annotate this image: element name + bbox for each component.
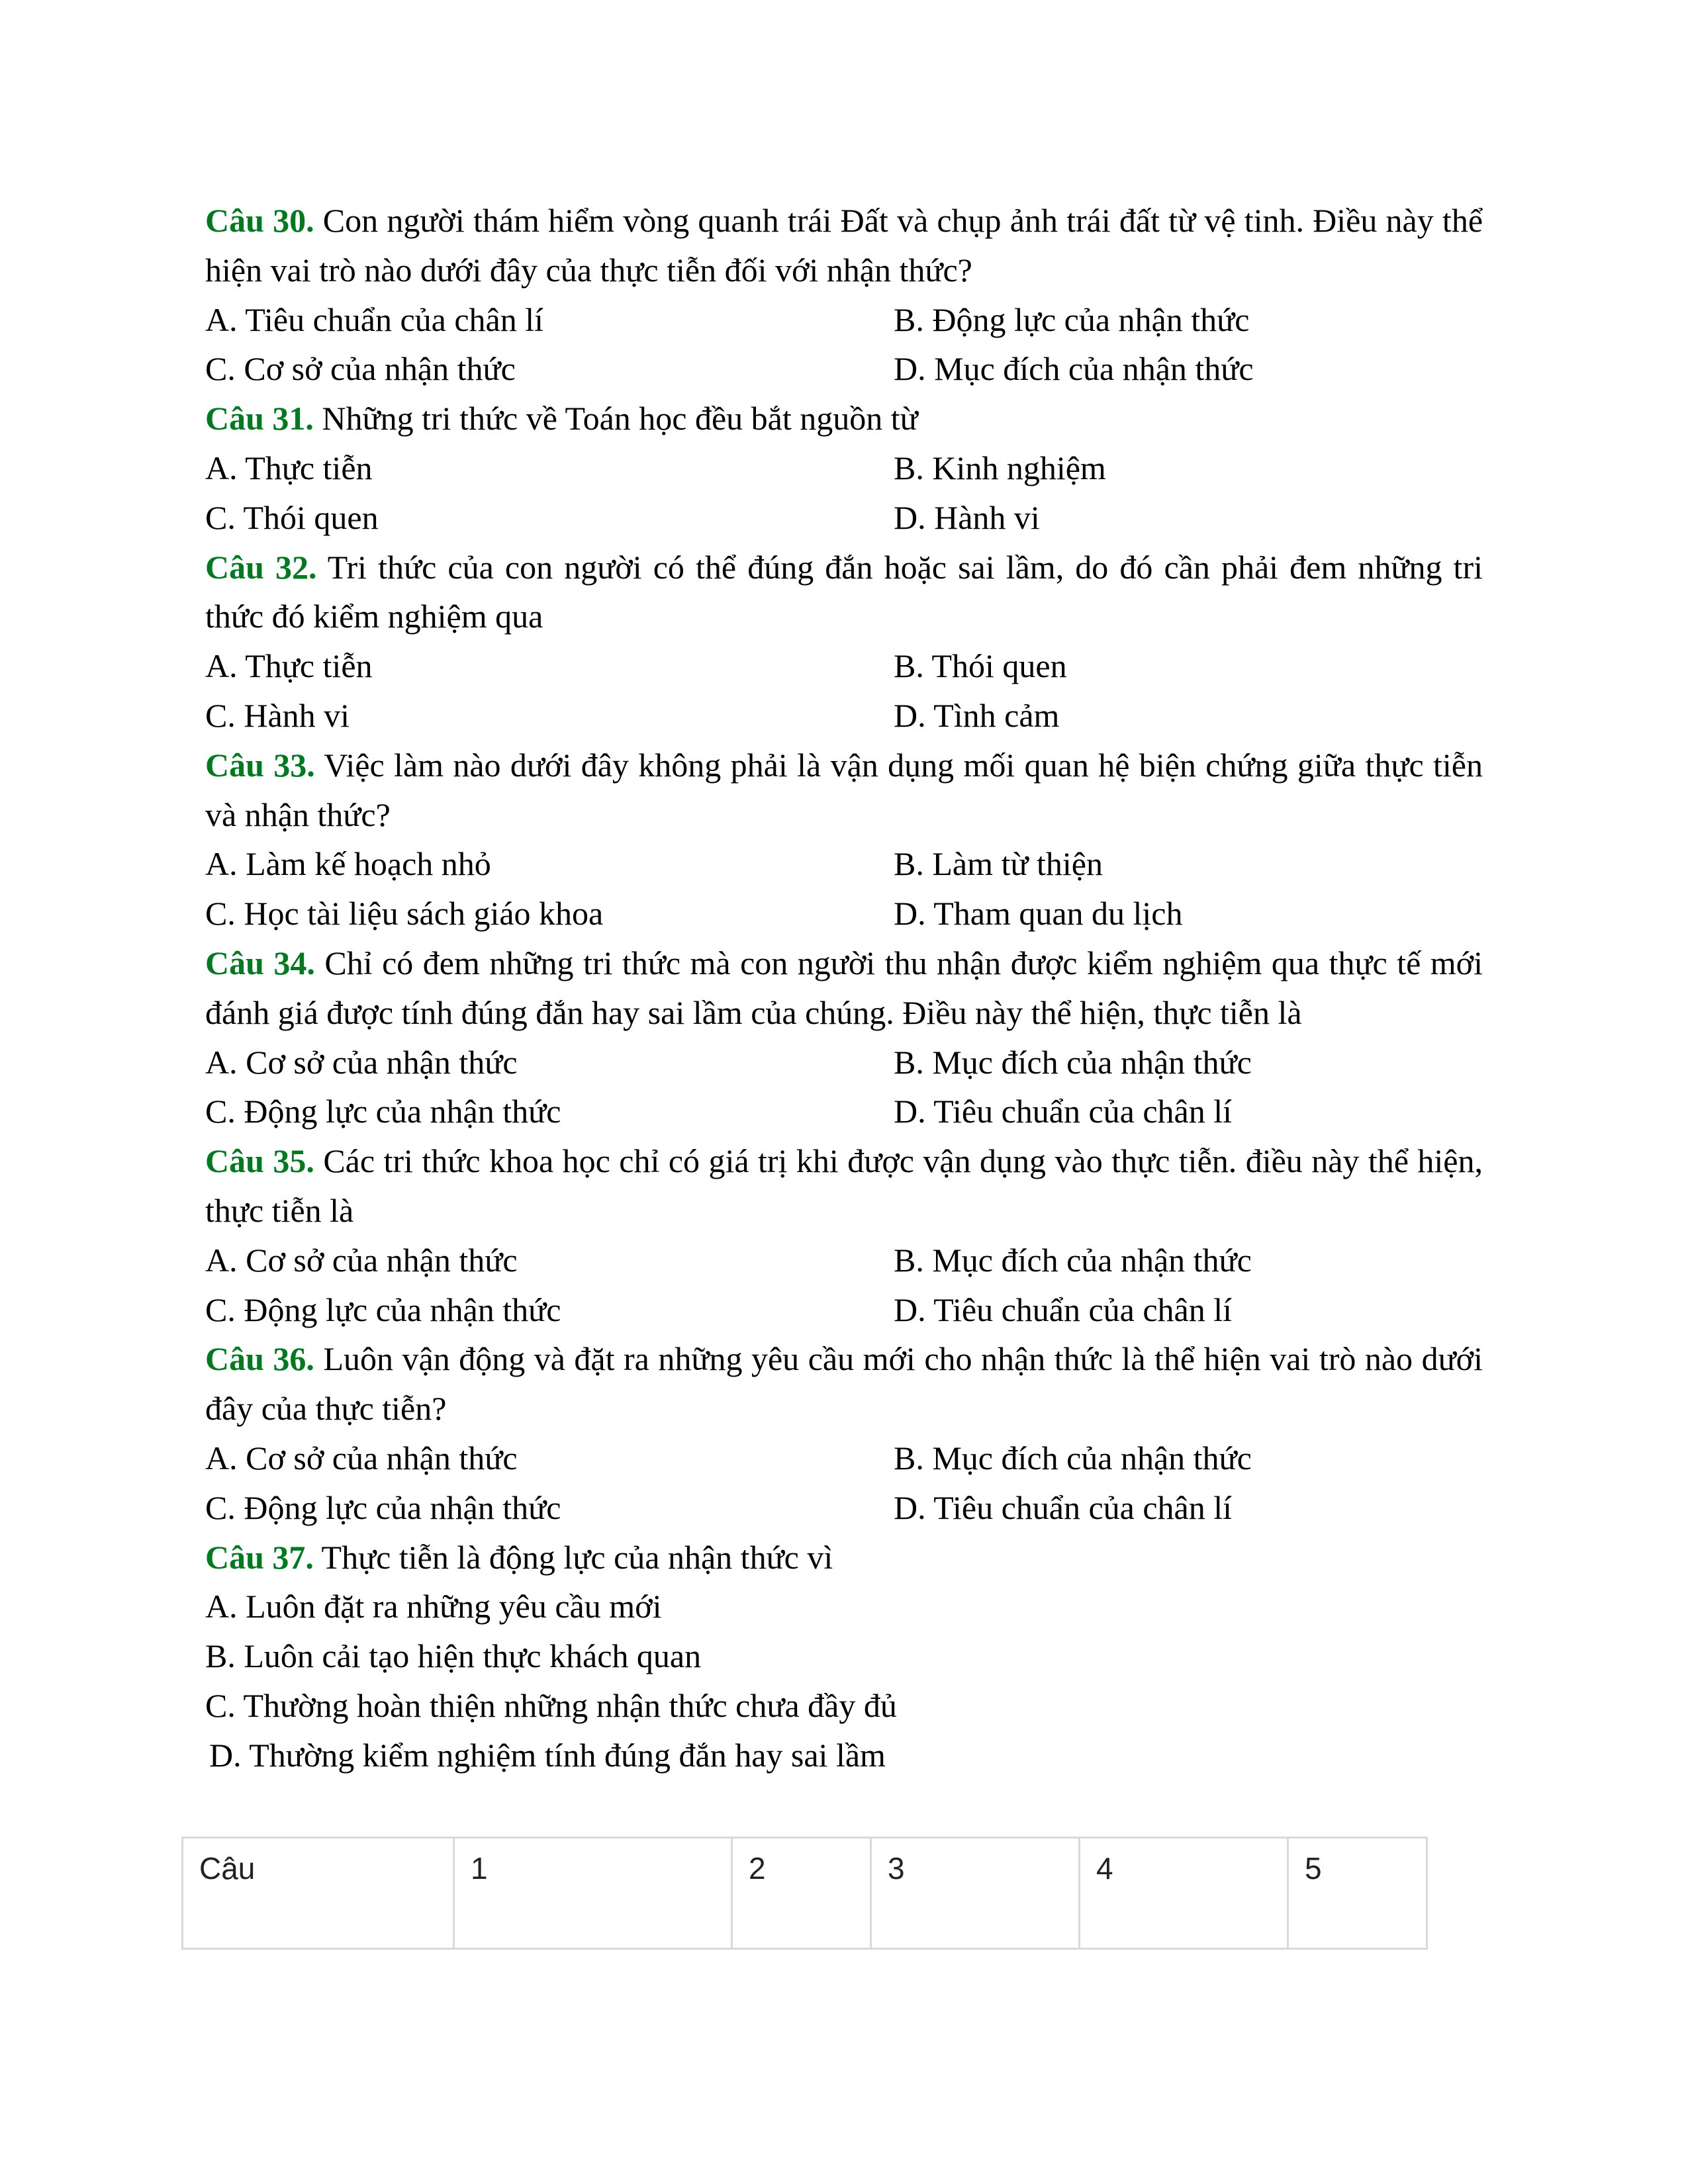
answer-cell-4: 4 bbox=[1080, 1838, 1288, 1949]
option-c: C. Thói quen bbox=[205, 498, 379, 536]
option-a: A. Luôn đặt ra những yêu cầu mới bbox=[205, 1588, 662, 1625]
option-a: A. Tiêu chuẩn của chân lí bbox=[205, 300, 544, 338]
option-a: A. Thực tiễn bbox=[205, 647, 373, 685]
answer-cell-3: 3 bbox=[871, 1838, 1080, 1949]
option-a: A. Thực tiễn bbox=[205, 449, 373, 486]
question-label: Câu 32. bbox=[205, 548, 317, 586]
option-c: C. Động lực của nhận thức bbox=[205, 1093, 561, 1130]
option-d: D. Mục đích của nhận thức bbox=[894, 350, 1254, 388]
question-stem bbox=[205, 196, 1483, 295]
question-36 bbox=[205, 1334, 1483, 1532]
options bbox=[205, 1433, 1483, 1533]
question-label: Câu 31. bbox=[205, 400, 314, 437]
question-label: Câu 30. bbox=[205, 202, 314, 239]
question-31 bbox=[205, 394, 1483, 542]
option-c: C. Hành vi bbox=[205, 696, 350, 734]
option-a: A. Cơ sở của nhận thức bbox=[205, 1439, 518, 1477]
question-stem bbox=[205, 543, 1483, 642]
options bbox=[205, 443, 1483, 543]
question-text: Con người thám hiểm vòng quanh trái Đất và chụp ảnh trái đất từ vệ tinh. Điều này thể hiện vai trò nào dưới đây của thực tiễn đối với nhận thức? bbox=[205, 202, 1483, 289]
question-label: Câu 33. bbox=[205, 746, 315, 784]
question-stem bbox=[205, 1334, 1483, 1433]
question-label: Câu 37. bbox=[205, 1538, 314, 1576]
options bbox=[205, 1236, 1483, 1335]
answer-cell-2: 2 bbox=[732, 1838, 871, 1949]
option-c: C. Động lực của nhận thức bbox=[205, 1488, 561, 1526]
question-text: Luôn vận động và đặt ra những yêu cầu mới cho nhận thức là thể hiện vai trò nào dưới đây của thực tiễn? bbox=[205, 1340, 1483, 1428]
question-stem bbox=[205, 1136, 1483, 1236]
answer-cell-1: 1 bbox=[454, 1838, 732, 1949]
option-a: A. Làm kế hoạch nhỏ bbox=[205, 845, 491, 883]
options bbox=[205, 1038, 1483, 1137]
question-stem bbox=[205, 394, 1483, 443]
question-text: Những tri thức về Toán học đều bắt nguồn từ bbox=[322, 400, 918, 437]
option-d: D. Tiêu chuẩn của chân lí bbox=[894, 1488, 1233, 1526]
option-b: B. Làm từ thiện bbox=[894, 845, 1103, 883]
question-text: Các tri thức khoa học chỉ có giá trị khi được vận dụng vào thực tiễn. điều này thể hiện, thực tiễn là bbox=[205, 1142, 1483, 1229]
option-b: B. Luôn cải tạo hiện thực khách quan bbox=[205, 1637, 702, 1675]
question-text: Tri thức của con người có thể đúng đắn hoặc sai lầm, do đó cần phải đem những tri thức đó kiểm nghiệm qua bbox=[205, 548, 1483, 635]
option-b: B. Mục đích của nhận thức bbox=[894, 1439, 1252, 1477]
answer-table-row bbox=[183, 1838, 1427, 1949]
options bbox=[205, 1582, 1483, 1780]
question-label: Câu 34. bbox=[205, 944, 315, 981]
options bbox=[205, 295, 1483, 394]
answer-cell-5: 5 bbox=[1288, 1838, 1427, 1949]
answer-table-header: Câu bbox=[183, 1838, 454, 1949]
option-c: C. Cơ sở của nhận thức bbox=[205, 350, 516, 388]
option-c: C. Động lực của nhận thức bbox=[205, 1291, 561, 1328]
option-c: C. Thường hoàn thiện những nhận thức chưa đầy đủ bbox=[205, 1686, 897, 1724]
option-b: B. Động lực của nhận thức bbox=[894, 300, 1250, 338]
option-d: D. Tình cảm bbox=[894, 696, 1060, 734]
option-d: D. Tham quan du lịch bbox=[894, 895, 1183, 933]
question-30 bbox=[205, 196, 1483, 394]
option-c: C. Học tài liệu sách giáo khoa bbox=[205, 895, 604, 933]
option-b: B. Kinh nghiệm bbox=[894, 449, 1106, 486]
question-text: Việc làm nào dưới đây không phải là vận dụng mối quan hệ biện chứng giữa thực tiễn và nhận thức? bbox=[205, 746, 1483, 833]
option-d: D. Hành vi bbox=[894, 498, 1040, 536]
question-34 bbox=[205, 938, 1483, 1136]
question-text: Thực tiễn là động lực của nhận thức vì bbox=[321, 1538, 833, 1576]
question-stem bbox=[205, 938, 1483, 1038]
question-35 bbox=[205, 1136, 1483, 1334]
option-a: A. Cơ sở của nhận thức bbox=[205, 1043, 518, 1081]
question-37 bbox=[205, 1533, 1483, 1780]
question-list bbox=[205, 196, 1483, 1780]
answer-table bbox=[181, 1837, 1428, 1950]
question-32 bbox=[205, 543, 1483, 741]
option-b: B. Thói quen bbox=[894, 647, 1067, 685]
question-label: Câu 36. bbox=[205, 1340, 314, 1378]
option-b: B. Mục đích của nhận thức bbox=[894, 1241, 1252, 1279]
question-stem bbox=[205, 1533, 1483, 1582]
question-text: Chỉ có đem những tri thức mà con người thu nhận được kiểm nghiệm qua thực tế mới đánh giá được tính đúng đắn hay sai lầm của chúng. Điều này thể hiện, thực tiễn là bbox=[205, 944, 1483, 1031]
question-stem bbox=[205, 741, 1483, 840]
option-d: D. Thường kiểm nghiệm tính đúng đắn hay sai lầm bbox=[209, 1736, 886, 1774]
options bbox=[205, 839, 1483, 938]
options bbox=[205, 641, 1483, 741]
question-label: Câu 35. bbox=[205, 1142, 314, 1180]
option-d: D. Tiêu chuẩn của chân lí bbox=[894, 1291, 1233, 1328]
question-33 bbox=[205, 741, 1483, 938]
option-d: D. Tiêu chuẩn của chân lí bbox=[894, 1093, 1233, 1130]
option-b: B. Mục đích của nhận thức bbox=[894, 1043, 1252, 1081]
option-a: A. Cơ sở của nhận thức bbox=[205, 1241, 518, 1279]
